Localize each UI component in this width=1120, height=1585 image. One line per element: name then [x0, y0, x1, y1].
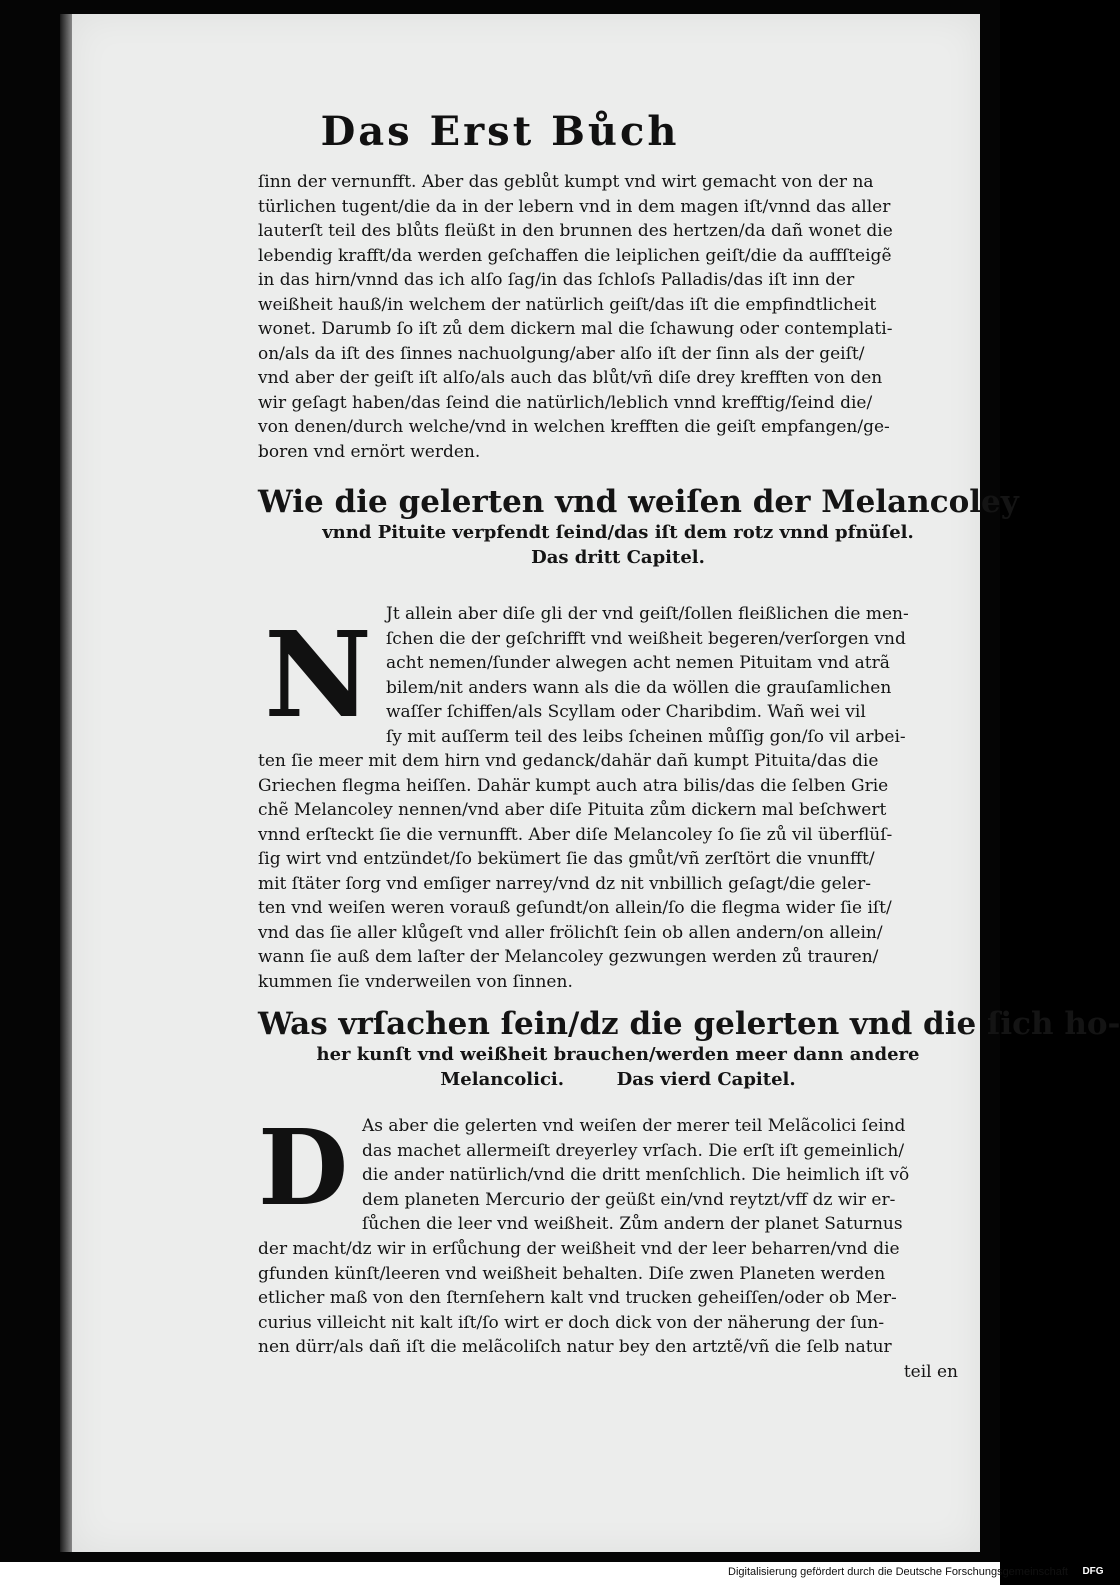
- footer-credit: Digitalisierung gefördert durch die Deutsche Forschungsgemeinschaft: [728, 1566, 1068, 1578]
- dfg-logo: DFG: [1074, 1564, 1112, 1580]
- text-line: das machet allermeiſt dreyerley vrſach. Die erſt iſt gemeinlich/: [362, 1140, 905, 1161]
- text-line: wann ſie auß dem laſter der Melancoley gezwungen werden zů trauren/: [258, 947, 879, 967]
- chapter3-text: [258, 749, 978, 994]
- text-line: vnd aber der geiſt iſt alſo/als auch das blůt/vñ diſe drey krefften von den: [258, 368, 883, 388]
- chapter4-label-line: [258, 1067, 978, 1092]
- chapter3-subtitle: vnnd Pituite verpfendt ſeind/das iſt dem rotz vnnd pfnüſel.: [322, 522, 914, 543]
- text-line: der macht/dz wir in erſůchung der weißheit vnd der leer beharren/vnd die: [258, 1239, 900, 1259]
- text-line: Jt allein aber diſe gli der vnd geiſt/ſollen fleißlichen die men-: [386, 604, 909, 624]
- chapter4-subtitle: her kunſt vnd weißheit brauchen/werden meer dann andere: [316, 1044, 920, 1065]
- text-line: mit ſtäter ſorg vnd emſiger narrey/vnd dz nit vnbillich geſagt/die geler-: [258, 873, 872, 894]
- text-line: lebendig krafft/da werden geſchaffen die leiplichen geiſt/die da auffſteigẽ: [258, 245, 892, 266]
- chapter3-indented-text: [386, 602, 978, 749]
- drop-cap-d: D: [258, 1106, 349, 1229]
- text-line: As aber die gelerten vnd weiſen der merer teil Melãcolici ſeind: [362, 1116, 906, 1136]
- text-line: vnd das ſie aller klůgeſt vnd aller frölichſt ſein ob allen andern/on allein/: [258, 922, 883, 943]
- text-line: lauterſt teil des blůts fleüßt in den brunnen des hertzen/da dañ wonet die: [258, 221, 893, 241]
- text-line: curius villeicht nit kalt iſt/ſo wirt er doch dick von der näherung der ſun-: [258, 1312, 885, 1333]
- text-line: acht nemen/ſunder alwegen acht nemen Pituitam vnd atrã: [386, 653, 890, 673]
- section1-text: [258, 170, 978, 464]
- text-line: etlicher maß von den ſternſehern kalt vnd trucken geheiſſen/oder ob Mer-: [258, 1288, 897, 1308]
- text-line: on/als da iſt des ſinnes nachuolgung/aber alſo iſt der ſinn als der geiſt/: [258, 343, 865, 364]
- text-line: die ander natürlich/vnd die dritt menſchlich. Die heimlich iſt võ: [362, 1165, 910, 1185]
- text-line: ſy mit auſſerm teil des leibs ſcheinen můſſig gon/ſo vil arbei-: [386, 726, 906, 747]
- text-line: vnnd erſteckt ſie die vernunfft. Aber diſe Melancoley ſo ſie zů vil überflüſ-: [258, 824, 893, 845]
- text-line: gfunden künſt/leeren vnd weißheit behalten. Diſe zwen Planeten werden: [258, 1263, 886, 1284]
- chapter4-indented-text: [362, 1114, 978, 1237]
- chapter4-text: [258, 1237, 978, 1384]
- text-line: chẽ Melancoley nennen/vnd aber diſe Pituita zům dickern mal beſchwert: [258, 800, 887, 820]
- text-line: ſinn der vernunfft. Aber das geblůt kumpt vnd wirt gemacht von der na: [258, 172, 874, 192]
- chapter3-label: Das dritt Capitel.: [531, 547, 705, 568]
- text-line: ten vnd weiſen weren vorauß geſundt/on allein/ſo die flegma wider ſie iſt/: [258, 898, 892, 918]
- text-line: boren vnd ernört werden.: [258, 441, 481, 462]
- chapter3-heading: [258, 484, 1019, 570]
- text-line: wonet. Darumb ſo iſt zů dem dickern mal die ſchawung oder contemplati-: [258, 319, 893, 339]
- text-line: von denen/durch welche/vnd in welchen krefften die geiſt empfangen/ge-: [258, 417, 890, 437]
- text-line: türlichen tugent/die da in der lebern vnd in dem magen iſt/vnnd das aller: [258, 196, 891, 217]
- chapter4-label-b: Das vierd Capitel.: [616, 1069, 796, 1090]
- drop-cap-n: N: [264, 605, 372, 744]
- text-line: nen dürr/als dañ iſt die melãcoliſch natur bey den artztẽ/vñ die ſelb natur: [258, 1337, 892, 1357]
- text-line: wir geſagt haben/das ſeind die natürlich/leblich vnnd krefftig/ſeind die/: [258, 392, 873, 413]
- chapter4-label-a: Melancolici.: [440, 1069, 565, 1090]
- text-line: kummen ſie vnderweilen von ſinnen.: [258, 971, 573, 992]
- catchword: teil en: [903, 1361, 958, 1382]
- text-line: ſůchen die leer vnd weißheit. Zům andern der planet Saturnus: [362, 1214, 903, 1234]
- text-line: ten ſie meer mit dem hirn vnd gedanck/dahär dañ kumpt Pituita/das die: [258, 751, 879, 771]
- text-line: waſſer ſchiffen/als Scyllam oder Charibdim. Wañ wei vil: [386, 702, 866, 722]
- text-line: Griechen flegma heiſſen. Dahär kumpt auch atra bilis/das die ſelben Grie: [258, 775, 889, 796]
- chapter4-title: Was vrſachen ſein/dz die gelerten vnd die ſich ho-: [258, 1006, 1120, 1042]
- text-line: in das hirn/vnnd das ich alſo ſag/in das ſchloſs Palladis/das iſt inn der: [258, 270, 855, 290]
- text-line: weißheit hauß/in welchem der natürlich geiſt/das iſt die empfindtlicheit: [258, 294, 877, 315]
- chapter3-title: Wie die gelerten vnd weiſen der Melancoley: [258, 484, 1019, 520]
- text-line: dem planeten Mercurio der geüßt ein/vnd reytzt/vff dz wir er-: [362, 1189, 896, 1210]
- text-line: bilem/nit anders wann als die da wöllen die grauſamlichen: [386, 677, 892, 698]
- chapter4-heading: [258, 1006, 1120, 1092]
- text-line: ſchen die der geſchrifft vnd weißheit begeren/verſorgen vnd: [386, 628, 906, 649]
- running-head: Das Erst Bůch: [320, 108, 680, 155]
- text-line: ſig wirt vnd entzündet/ſo bekümert ſie das gmůt/vñ zerſtört die vnunfft/: [258, 849, 875, 869]
